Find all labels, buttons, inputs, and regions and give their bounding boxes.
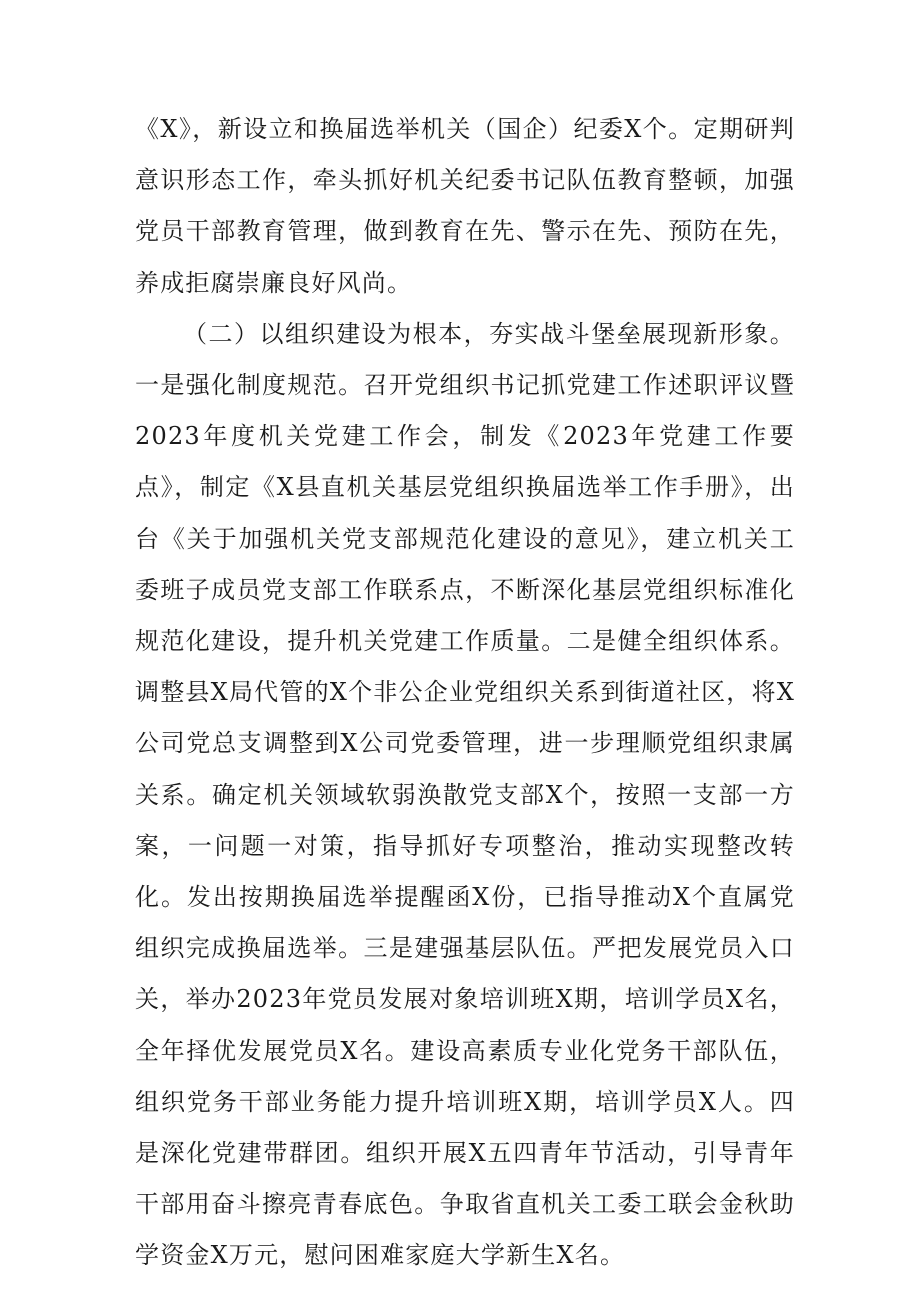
paragraph-organization-building: （二）以组织建设为根本，夯实战斗堡垒展现新形象。一是强化制度规范。召开党组织书记抓党建工作述职评议暨2023年度机关党建工作会，制发《2023年党建工作要点》，制定《X县直机关基层党组织换届选举工作手册》，出台《关于加强机关党支部规范化建设的意见》，建立机关工委班子成员党支部工作联系点，不断深化基层党组织标准化规范化建设，提升机关党建工作质量。二是健全组织体系。调整县X局代管的X个非公企业党组织关系到街道社区，将X公司党总支调整到X公司党委管理，进一步理顺党组织隶属关系。确定机关领域软弱涣散党支部X个，按照一支部一方案，一问题一对策，指导抓好专项整治，推动实现整改转化。发出按期换届选举提醒函X份，已指导推动X个直属党组织完成换届选举。三是建强基层队伍。严把发展党员入口关，举办2023年党员发展对象培训班X期，培训学员X名，全年择优发展党员X名。建设高素质专业化党务干部队伍，组织党务干部业务能力提升培训班X期，培训学员X人。四是深化党建带群团。组织开展X五四青年节活动，引导青年干部用奋斗擦亮青春底色。争取省直机关工委工联会金秋助学资金X万元，慰问困难家庭大学新生X名。 [135, 319, 795, 1270]
document-body [135, 104, 795, 1282]
paragraph-continuation: 《X》，新设立和换届选举机关（国企）纪委X个。定期研判意识形态工作，牵头抓好机关纪委书记队伍教育整顿，加强党员干部教育管理，做到教育在先、警示在先、预防在先，养成拒腐崇廉良好风尚。 [135, 115, 795, 297]
